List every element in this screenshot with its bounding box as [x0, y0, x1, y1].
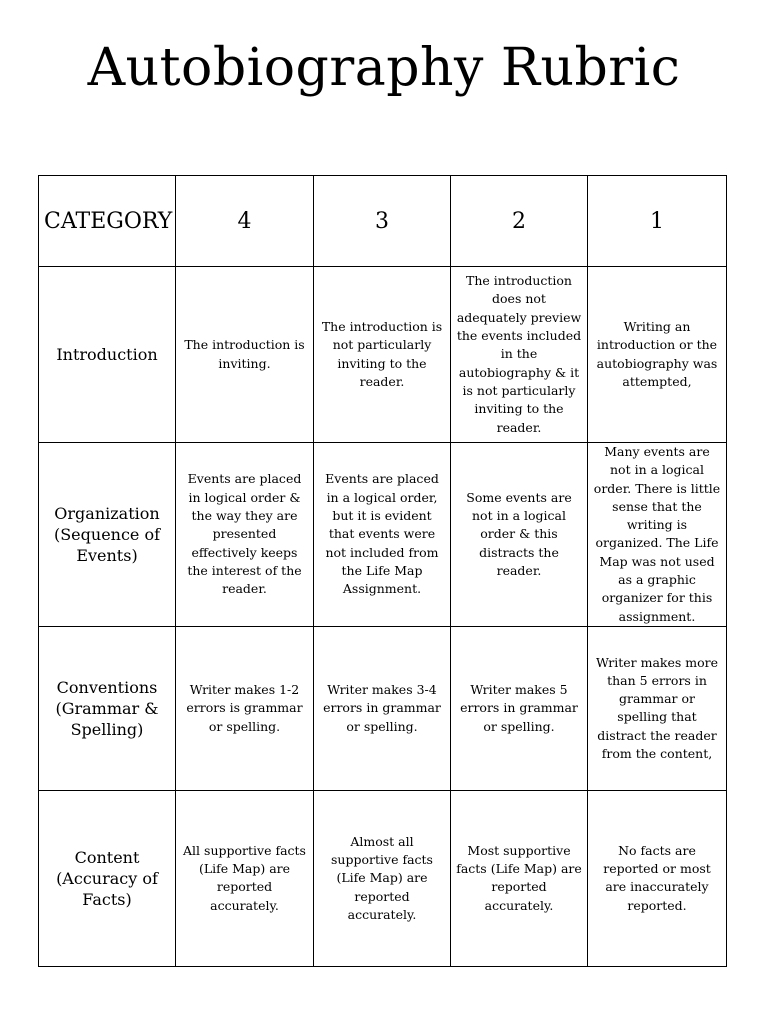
score-header-2: 2	[451, 176, 588, 267]
table-row	[39, 443, 727, 627]
criteria-cell: Almost all supportive facts (Life Map) are reported accurately.	[314, 790, 451, 966]
criteria-cell: Many events are not in a logical order. There is little sense that the writing is organized. The Life Map was not used as a graphic organizer for this assignment.	[588, 443, 727, 627]
table-row	[39, 267, 727, 443]
criteria-cell: Writer makes more than 5 errors in grammar or spelling that distract the reader from the content,	[588, 626, 727, 790]
criteria-cell: The introduction does not adequately preview the events included in the autobiography & it is not particularly inviting to the reader.	[451, 267, 588, 443]
criteria-cell: Writing an introduction or the autobiography was attempted,	[588, 267, 727, 443]
criteria-cell: Writer makes 1-2 errors is grammar or spelling.	[176, 626, 314, 790]
score-header-1: 1	[588, 176, 727, 267]
category-cell: Conventions (Grammar & Spelling)	[39, 626, 176, 790]
criteria-cell: All supportive facts (Life Map) are reported accurately.	[176, 790, 314, 966]
score-header-4: 4	[176, 176, 314, 267]
category-cell: Content (Accuracy of Facts)	[39, 790, 176, 966]
criteria-cell: No facts are reported or most are inaccurately reported.	[588, 790, 727, 966]
table-row	[39, 626, 727, 790]
category-header: CATEGORY	[39, 176, 176, 267]
category-cell: Organization (Sequence of Events)	[39, 443, 176, 627]
criteria-cell: Writer makes 5 errors in grammar or spelling.	[451, 626, 588, 790]
criteria-cell: Events are placed in logical order & the way they are presented effectively keeps the interest of the reader.	[176, 443, 314, 627]
criteria-cell: Events are placed in a logical order, but it is evident that events were not included from the Life Map Assignment.	[314, 443, 451, 627]
header-row	[39, 176, 727, 267]
rubric-table	[38, 175, 727, 967]
criteria-cell: Writer makes 3-4 errors in grammar or spelling.	[314, 626, 451, 790]
page-title: Autobiography Rubric	[87, 38, 681, 98]
criteria-cell: Most supportive facts (Life Map) are reported accurately.	[451, 790, 588, 966]
score-header-3: 3	[314, 176, 451, 267]
criteria-cell: The introduction is inviting.	[176, 267, 314, 443]
table-row	[39, 790, 727, 966]
category-cell: Introduction	[39, 267, 176, 443]
criteria-cell: Some events are not in a logical order & this distracts the reader.	[451, 443, 588, 627]
criteria-cell: The introduction is not particularly inviting to the reader.	[314, 267, 451, 443]
